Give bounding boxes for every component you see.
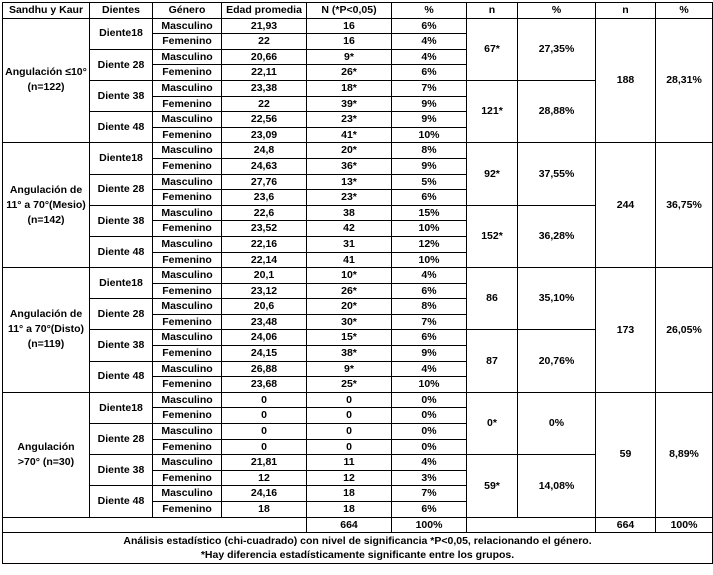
col-header: Género <box>153 3 222 19</box>
n-cell: 18 <box>307 486 392 502</box>
total-pct2: 100% <box>656 517 713 533</box>
col-header: n <box>467 3 518 19</box>
gender-cell: Masculino <box>153 236 222 252</box>
pct-cell: 9% <box>392 346 467 362</box>
group-pct-total: 8,89% <box>656 392 713 517</box>
age-cell: 21,81 <box>222 455 307 471</box>
gender-cell: Masculino <box>153 392 222 408</box>
group-label: Angulación >70° (n=30) <box>3 392 90 517</box>
gender-cell: Femenino <box>153 346 222 362</box>
pair-n: 0* <box>467 392 518 454</box>
n-cell: 36* <box>307 158 392 174</box>
n-cell: 31 <box>307 236 392 252</box>
n-cell: 41 <box>307 252 392 268</box>
n-cell: 18 <box>307 502 392 518</box>
pct-cell: 7% <box>392 314 467 330</box>
pct-cell: 4% <box>392 34 467 50</box>
col-header: Dientes <box>90 3 153 19</box>
table-row <box>3 392 713 408</box>
n-cell: 39* <box>307 96 392 112</box>
pct-cell: 12% <box>392 236 467 252</box>
pct-cell: 4% <box>392 268 467 284</box>
n-cell: 25* <box>307 377 392 393</box>
gender-cell: Masculino <box>153 112 222 128</box>
n-cell: 26* <box>307 283 392 299</box>
gender-cell: Femenino <box>153 439 222 455</box>
group-pct-total: 26,05% <box>656 268 713 393</box>
n-cell: 41* <box>307 127 392 143</box>
age-cell: 23,48 <box>222 314 307 330</box>
gender-cell: Masculino <box>153 455 222 471</box>
age-cell: 27,76 <box>222 174 307 190</box>
age-cell: 23,52 <box>222 221 307 237</box>
pct-cell: 10% <box>392 127 467 143</box>
pct-cell: 10% <box>392 252 467 268</box>
n-cell: 9* <box>307 49 392 65</box>
gender-cell: Femenino <box>153 96 222 112</box>
gender-cell: Femenino <box>153 470 222 486</box>
pct-cell: 4% <box>392 49 467 65</box>
pct-cell: 0% <box>392 408 467 424</box>
totals-spacer <box>3 517 307 533</box>
age-cell: 21,93 <box>222 18 307 34</box>
tooth-name: Diente 38 <box>90 205 153 236</box>
age-cell: 0 <box>222 439 307 455</box>
n-cell: 38* <box>307 346 392 362</box>
n-cell: 23* <box>307 112 392 128</box>
pct-cell: 9% <box>392 96 467 112</box>
footnote <box>3 533 713 564</box>
gender-cell: Masculino <box>153 174 222 190</box>
tooth-name: Diente 48 <box>90 236 153 267</box>
n-cell: 16 <box>307 18 392 34</box>
age-cell: 24,15 <box>222 346 307 362</box>
gender-cell: Femenino <box>153 158 222 174</box>
pct-cell: 9% <box>392 158 467 174</box>
gender-cell: Masculino <box>153 205 222 221</box>
gender-cell: Femenino <box>153 283 222 299</box>
age-cell: 22,11 <box>222 65 307 81</box>
total-pct: 100% <box>392 517 467 533</box>
pct-cell: 0% <box>392 424 467 440</box>
pct-cell: 4% <box>392 361 467 377</box>
age-cell: 18 <box>222 502 307 518</box>
age-cell: 24,63 <box>222 158 307 174</box>
header-row <box>3 3 713 19</box>
age-cell: 0 <box>222 392 307 408</box>
pct-cell: 7% <box>392 80 467 96</box>
gender-cell: Masculino <box>153 424 222 440</box>
n-cell: 9* <box>307 361 392 377</box>
pct-cell: 8% <box>392 299 467 315</box>
n-cell: 11 <box>307 455 392 471</box>
pair-n: 121* <box>467 80 518 142</box>
pct-cell: 6% <box>392 502 467 518</box>
gender-cell: Masculino <box>153 361 222 377</box>
tooth-name: Diente 28 <box>90 424 153 455</box>
pair-pct: 28,88% <box>518 80 596 142</box>
tooth-name: Diente18 <box>90 392 153 423</box>
pct-cell: 3% <box>392 470 467 486</box>
col-header: % <box>656 3 713 19</box>
group-n-total: 59 <box>596 392 656 517</box>
pct-cell: 6% <box>392 65 467 81</box>
n-cell: 0 <box>307 408 392 424</box>
age-cell: 24,16 <box>222 486 307 502</box>
n-cell: 10* <box>307 268 392 284</box>
pair-pct: 27,35% <box>518 18 596 80</box>
gender-cell: Femenino <box>153 127 222 143</box>
n-cell: 20* <box>307 299 392 315</box>
age-cell: 0 <box>222 424 307 440</box>
n-cell: 42 <box>307 221 392 237</box>
age-cell: 24,8 <box>222 143 307 159</box>
tooth-name: Diente 48 <box>90 112 153 143</box>
tooth-name: Diente 38 <box>90 330 153 361</box>
age-cell: 22,6 <box>222 205 307 221</box>
tooth-name: Diente 28 <box>90 174 153 205</box>
results-table <box>2 2 713 564</box>
n-cell: 20* <box>307 143 392 159</box>
pct-cell: 6% <box>392 190 467 206</box>
group-label: Angulación de 11° a 70°(Disto) (n=119) <box>3 268 90 393</box>
pair-pct: 35,10% <box>518 268 596 330</box>
pair-n: 59* <box>467 455 518 517</box>
group-n-total: 188 <box>596 18 656 143</box>
age-cell: 22 <box>222 34 307 50</box>
pair-n: 87 <box>467 330 518 392</box>
n-cell: 13* <box>307 174 392 190</box>
gender-cell: Femenino <box>153 190 222 206</box>
age-cell: 23,09 <box>222 127 307 143</box>
gender-cell: Masculino <box>153 80 222 96</box>
gender-cell: Femenino <box>153 408 222 424</box>
pct-cell: 5% <box>392 174 467 190</box>
tooth-name: Diente 38 <box>90 455 153 486</box>
tooth-name: Diente18 <box>90 143 153 174</box>
n-cell: 26* <box>307 65 392 81</box>
gender-cell: Femenino <box>153 252 222 268</box>
gender-cell: Masculino <box>153 330 222 346</box>
pct-cell: 8% <box>392 143 467 159</box>
gender-cell: Masculino <box>153 268 222 284</box>
group-label: Angulación ≤10° (n=122) <box>3 18 90 143</box>
n-cell: 18* <box>307 80 392 96</box>
gender-cell: Masculino <box>153 143 222 159</box>
age-cell: 22,14 <box>222 252 307 268</box>
total-n2: 664 <box>596 517 656 533</box>
footnote-line-1: Análisis estadístico (chi-cuadrado) con nivel de significancia *P<0,05, relacionando el género. <box>123 535 592 548</box>
gender-cell: Femenino <box>153 221 222 237</box>
n-cell: 0 <box>307 439 392 455</box>
pct-cell: 6% <box>392 283 467 299</box>
pct-cell: 4% <box>392 455 467 471</box>
pair-n: 92* <box>467 143 518 205</box>
gender-cell: Masculino <box>153 299 222 315</box>
tooth-name: Diente18 <box>90 18 153 49</box>
age-cell: 22,56 <box>222 112 307 128</box>
age-cell: 20,66 <box>222 49 307 65</box>
pct-cell: 0% <box>392 439 467 455</box>
age-cell: 22 <box>222 96 307 112</box>
tooth-name: Diente 48 <box>90 361 153 392</box>
footnote-row <box>3 533 713 564</box>
age-cell: 26,88 <box>222 361 307 377</box>
pair-pct: 0% <box>518 392 596 454</box>
gender-cell: Masculino <box>153 18 222 34</box>
pair-pct: 20,76% <box>518 330 596 392</box>
n-cell: 12 <box>307 470 392 486</box>
gender-cell: Masculino <box>153 486 222 502</box>
n-cell: 16 <box>307 34 392 50</box>
table-row <box>3 268 713 284</box>
pair-pct: 36,28% <box>518 205 596 267</box>
n-cell: 30* <box>307 314 392 330</box>
gender-cell: Masculino <box>153 49 222 65</box>
n-cell: 23* <box>307 190 392 206</box>
pct-cell: 10% <box>392 377 467 393</box>
tooth-name: Diente 48 <box>90 486 153 517</box>
pct-cell: 6% <box>392 18 467 34</box>
pair-pct: 14,08% <box>518 455 596 517</box>
footnote-line-2: *Hay diferencia estadísticamente significante entre los grupos. <box>200 549 515 562</box>
age-cell: 12 <box>222 470 307 486</box>
tooth-name: Diente 28 <box>90 299 153 330</box>
pair-n: 152* <box>467 205 518 267</box>
table-row <box>3 18 713 34</box>
pct-cell: 10% <box>392 221 467 237</box>
gender-cell: Femenino <box>153 314 222 330</box>
gender-cell: Femenino <box>153 34 222 50</box>
n-cell: 38 <box>307 205 392 221</box>
col-header: % <box>518 3 596 19</box>
pct-cell: 9% <box>392 112 467 128</box>
gender-cell: Femenino <box>153 65 222 81</box>
n-cell: 15* <box>307 330 392 346</box>
age-cell: 0 <box>222 408 307 424</box>
gender-cell: Femenino <box>153 377 222 393</box>
col-header: Edad promedia <box>222 3 307 19</box>
col-header: N (*P<0,05) <box>307 3 392 19</box>
group-pct-total: 28,31% <box>656 18 713 143</box>
totals-row <box>3 517 713 533</box>
group-label: Angulación de 11° a 70°(Mesio) (n=142) <box>3 143 90 268</box>
age-cell: 23,12 <box>222 283 307 299</box>
age-cell: 23,68 <box>222 377 307 393</box>
col-header: % <box>392 3 467 19</box>
age-cell: 20,1 <box>222 268 307 284</box>
table-row <box>3 143 713 159</box>
table-body <box>3 18 713 517</box>
pair-pct: 37,55% <box>518 143 596 205</box>
tooth-name: Diente 38 <box>90 80 153 111</box>
pair-n: 67* <box>467 18 518 80</box>
age-cell: 22,16 <box>222 236 307 252</box>
col-header: Sandhu y Kaur <box>3 3 90 19</box>
gender-cell: Femenino <box>153 502 222 518</box>
age-cell: 23,38 <box>222 80 307 96</box>
age-cell: 20,6 <box>222 299 307 315</box>
pct-cell: 7% <box>392 486 467 502</box>
group-pct-total: 36,75% <box>656 143 713 268</box>
age-cell: 24,06 <box>222 330 307 346</box>
tooth-name: Diente 28 <box>90 49 153 80</box>
pair-n: 86 <box>467 268 518 330</box>
group-n-total: 173 <box>596 268 656 393</box>
totals-spacer <box>467 517 596 533</box>
age-cell: 23,6 <box>222 190 307 206</box>
group-n-total: 244 <box>596 143 656 268</box>
col-header: n <box>596 3 656 19</box>
pct-cell: 0% <box>392 392 467 408</box>
pct-cell: 6% <box>392 330 467 346</box>
n-cell: 0 <box>307 424 392 440</box>
tooth-name: Diente18 <box>90 268 153 299</box>
n-cell: 0 <box>307 392 392 408</box>
pct-cell: 15% <box>392 205 467 221</box>
total-n: 664 <box>307 517 392 533</box>
